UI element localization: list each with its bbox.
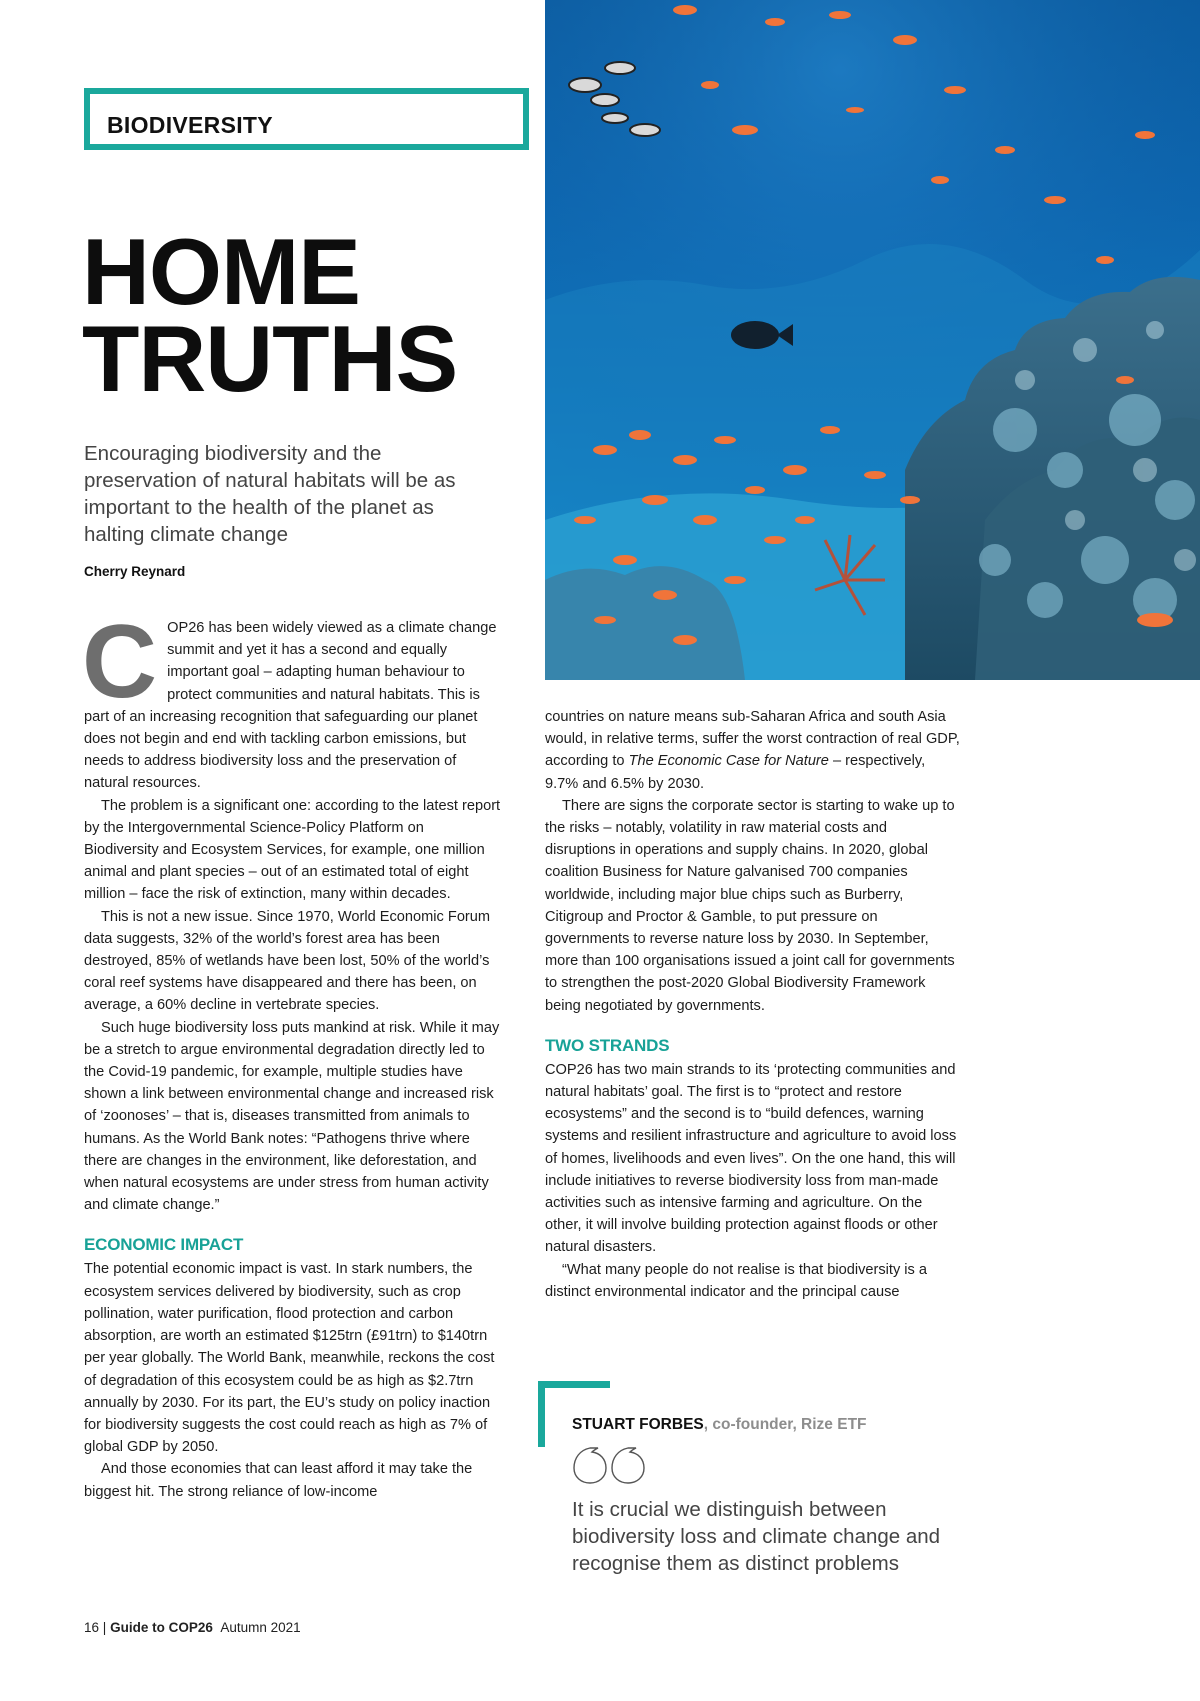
body-text: – respectively, 9.7% and 6.5% by 2030. bbox=[545, 753, 926, 792]
body-column-left bbox=[82, 604, 502, 1503]
body-paragraph: The problem is a significant one: according to the latest report by the Intergovernmental Science-Policy Platform on Biodiversity and Ecosystem Services, for example, one million animal and plant species – out of an estimated total of eight million – face the risk of extinction, many within decades. bbox=[84, 797, 501, 903]
quote-author bbox=[572, 1416, 867, 1434]
intro-paragraph bbox=[82, 604, 502, 795]
body-column-right bbox=[545, 706, 961, 1303]
body-paragraph: And those economies that can least afford it may take the biggest hit. The strong reliance of low-income bbox=[84, 1461, 473, 1500]
body-paragraph: Such huge biodiversity loss puts mankind at risk. While it may be a stretch to argue environmental degradation directly led to the Covid-19 pandemic, for example, multiple studies have shown a link between environmental change and increased risk of ‘zoonoses’ – that is, diseases transmitted from animals to humans. As the World Bank notes: “Pathogens thrive where there are changes in the environment, like deforestation, and when natural ecosystems are under stress from human activity and climate change.” bbox=[84, 1019, 500, 1214]
quote-accent-bar bbox=[538, 1381, 610, 1388]
coral-reef-illustration bbox=[545, 0, 1200, 680]
quote-marks-icon bbox=[572, 1444, 648, 1491]
subheading-economic-impact: ECONOMIC IMPACT bbox=[84, 1235, 244, 1255]
body-paragraph: The potential economic impact is vast. In stark numbers, the ecosystem services delivered by biodiversity, such as crop pollination, water purification, flood protection and carbon absorption, are worth an estimated $125trn (£91trn) to $140trn per year globally. The World Bank, meanwhile, reckons the cost of degradation of this ecosystem could be as high as $2.7trn annually by 2030. For its part, the EU’s study on policy inaction for biodiversity suggests the cost could reach as high as 7% of global GDP by 2050. bbox=[84, 1261, 495, 1456]
body-text: countries on nature means sub-Saharan Africa and south Asia would, in relative terms, suffer the worst contraction of real GDP, according to bbox=[545, 709, 960, 770]
pull-quote-text: It is crucial we distinguish between biodiversity loss and climate change and recognise them as distinct problems bbox=[572, 1498, 941, 1575]
section-label: BIODIVERSITY bbox=[84, 88, 529, 150]
report-title: The Economic Case for Nature bbox=[628, 753, 829, 770]
body-paragraph: COP26 has two main strands to its ‘protecting communities and natural habitats’ goal. The first is to “protect and restore ecosystems” and the second is to “build defences, warning systems and resilient infrastructure and agriculture to avoid loss of homes, livelihoods and even lives”. On the one hand, this will include initiatives to reverse biodiversity loss from man-made activities such as intensive farming and agriculture. On the other, it will involve building protection against floods or other natural disasters. bbox=[545, 1061, 957, 1256]
page-number: 16 bbox=[84, 1620, 100, 1635]
body-paragraph bbox=[545, 706, 961, 795]
headline-line-1: HOME bbox=[82, 219, 360, 324]
page-footer bbox=[84, 1620, 301, 1635]
drop-cap: C bbox=[82, 604, 158, 720]
publication-name: Guide to COP26 bbox=[110, 1620, 213, 1635]
footer-separator: | bbox=[102, 1620, 107, 1635]
headline-line-2: TRUTHS bbox=[82, 306, 458, 411]
byline: Cherry Reynard bbox=[84, 564, 186, 579]
issue-date: Autumn 2021 bbox=[220, 1620, 301, 1635]
quote-accent-bar bbox=[538, 1381, 545, 1447]
body-paragraph: This is not a new issue. Since 1970, World Economic Forum data suggests, 32% of the world’s forest area has been destroyed, 85% of wetlands have been lost, 50% of the world’s coral reef systems have disappeared and there has been, on average, a 60% decline in vertebrate species. bbox=[84, 908, 491, 1014]
standfirst: Encouraging biodiversity and the preservation of natural habitats will be as important to the health of the planet as halting climate change bbox=[84, 442, 456, 546]
quote-author-role: , co-founder, Rize ETF bbox=[703, 1416, 867, 1433]
subheading-two-strands: TWO STRANDS bbox=[545, 1035, 670, 1055]
quote-author-name: STUART FORBES bbox=[572, 1416, 704, 1433]
coral-reef-photo bbox=[545, 0, 1200, 680]
headline bbox=[82, 219, 522, 411]
body-paragraph: “What many people do not realise is that biodiversity is a distinct environmental indicator and the principal cause bbox=[545, 1261, 928, 1300]
body-paragraph: There are signs the corporate sector is starting to wake up to the risks – notably, volatility in raw material costs and disruptions in operations and supply chains. In 2020, global coalition Business for Nature galvanised 700 companies worldwide, including major blue chips such as Burberry, Citigroup and Proctor & Gamble, to put pressure on governments to reverse nature loss by 2030. In September, more than 100 organisations issued a joint call for governments to strengthen the post-2020 Global Biodiversity Framework being negotiated by governments. bbox=[545, 797, 955, 1014]
intro-text: OP26 has been widely viewed as a climate change summit and yet it has a second and equally important goal – adapting human behaviour to protect communities and natural habitats. This is part of an increasing recognition that safeguarding our planet does not begin and end with tackling carbon emissions, but needs to address biodiversity loss and the preservation of natural resources. bbox=[84, 620, 497, 792]
